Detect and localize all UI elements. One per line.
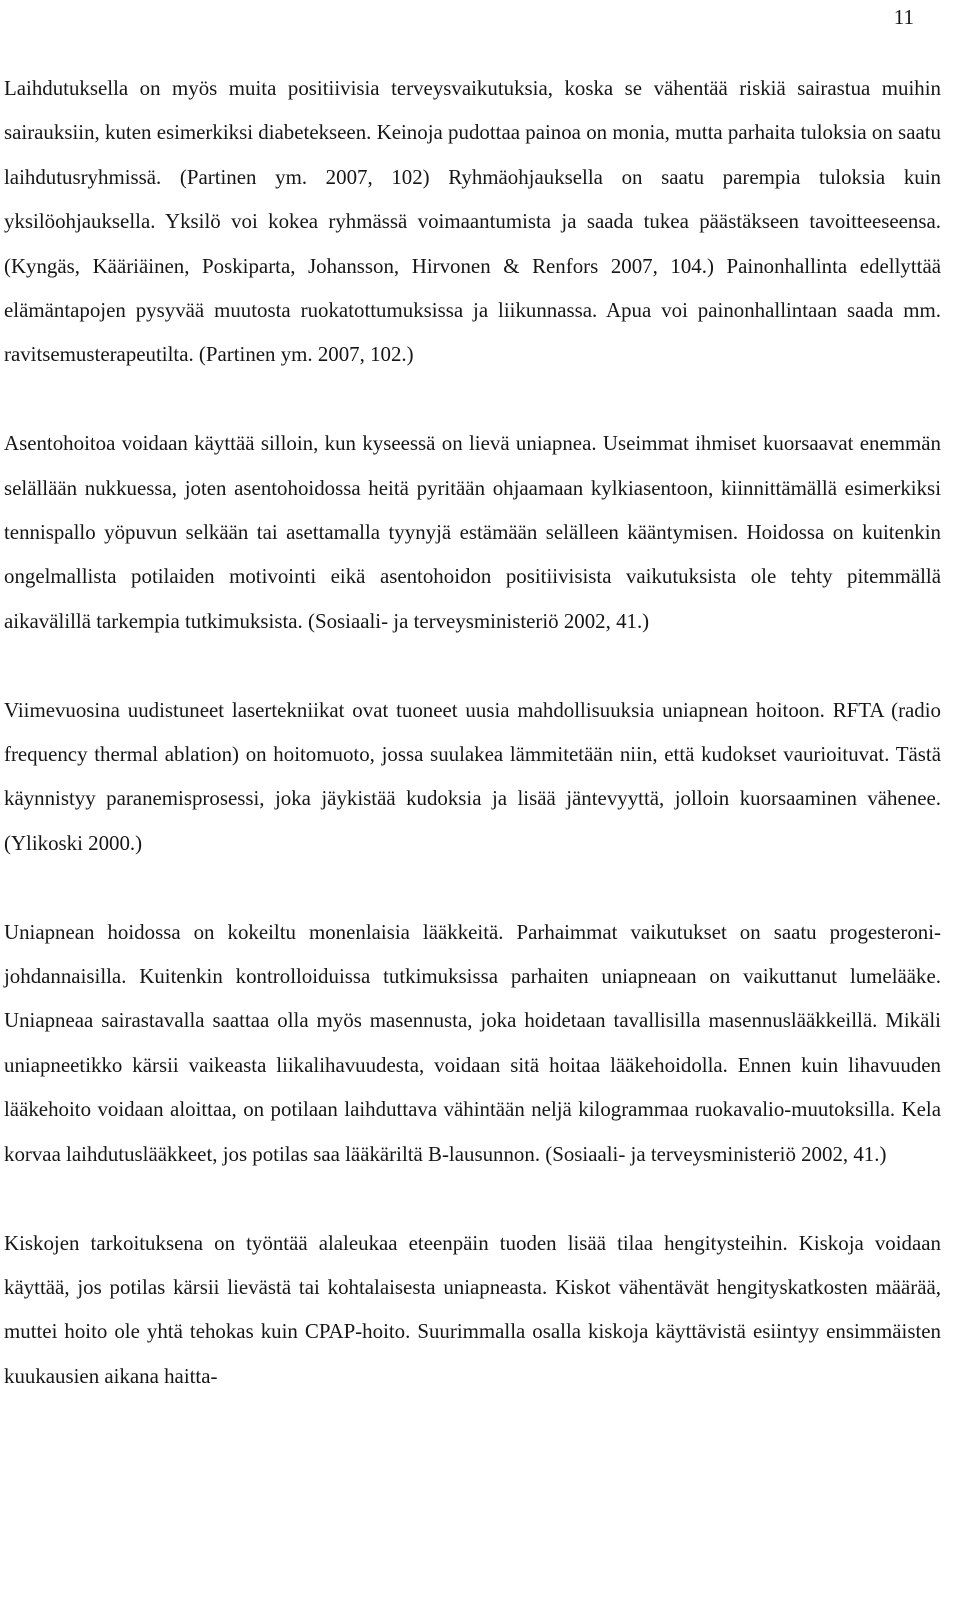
paragraph-oral-splints: Kiskojen tarkoituksena on työntää alaleukaa eteenpäin tuoden lisää tilaa hengitysteihin. Kiskoja voidaan käyttää, jos potilas kärsii lievästä tai kohtalaisesta uniapneasta. Kiskot vähentävät hengityskatkosten määrää, muttei hoito ole yhtä tehokas kuin CPAP-hoito. Suurimmalla osalla kiskoja käyttävistä esiintyy ensimmäisten kuukausien aikana haitta- xyxy=(4,1230,941,1388)
paragraph-laser-techniques: Viimevuosina uudistuneet lasertekniikat ovat tuoneet uusia mahdollisuuksia uniapnean hoitoon. RFTA (radio frequency thermal ablation) on hoitomuoto, jossa suulakea lämmitetään niin, että kudokset vaurioituvat. Tästä käynnistyy paranemisprosessi, joka jäykistää kudoksia ja lisää jäntevyyttä, jolloin kuorsaaminen vähenee. (Ylikoski 2000.) xyxy=(4,697,941,855)
page-number: 11 xyxy=(893,5,914,29)
paragraph-medication: Uniapnean hoidossa on kokeiltu monenlaisia lääkkeitä. Parhaimmat vaikutukset on saatu progesteroni-johdannaisilla. Kuitenkin kontrolloiduissa tutkimuksissa parhaiten uniapneaan on vaikuttanut lumelääke. Uniapneaa sairastavalla saattaa olla myös masennusta, joka hoidetaan tavallisilla masennuslääkkeillä. Mikäli uniapneetikko kärsii vaikeasta liikalihavuudesta, voidaan sitä hoitaa lääkehoidolla. Ennen kuin lihavuuden lääkehoito voidaan aloittaa, on potilaan laihduttava vähintään neljä kilogrammaa ruokavalio-muutoksilla. Kela korvaa laihdutuslääkkeet, jos potilas saa lääkäriltä B-lausunnon. (Sosiaali- ja terveysministeriö 2002, 41.) xyxy=(4,919,941,1166)
paragraph-positional-therapy: Asentohoitoa voidaan käyttää silloin, kun kyseessä on lievä uniapnea. Useimmat ihmiset kuorsaavat enemmän selällään nukkuessa, joten asentohoidossa heitä pyritään ohjaamaan kylkiasentoon, kiinnittämällä esimerkiksi tennispallo yöpuvun selkään tai asettamalla tyynyjä estämään selälleen kääntymisen. Hoidossa on kuitenkin ongelmallista potilaiden motivointi eikä asentohoidon positiivisista vaikutuksista ole tehty pitemmällä aikavälillä tarkempia tutkimuksista. (Sosiaali- ja terveysministeriö 2002, 41.) xyxy=(4,431,941,633)
paragraph-weight-loss: Laihdutuksella on myös muita positiivisia terveysvaikutuksia, koska se vähentää riskiä sairastua muihin sairauksiin, kuten esimerkiksi diabetekseen. Keinoja pudottaa painoa on monia, mutta parhaita tuloksia on saatu laihdutusryhmissä. (Partinen ym. 2007, 102) Ryhmäohjauksella on saatu parempia tuloksia kuin yksilöohjauksella. Yksilö voi kokea ryhmässä voimaantumista ja saada tukea päästäkseen tavoitteeseensa. (Kyngäs, Kääriäinen, Poskiparta, Johansson, Hirvonen & Renfors 2007, 104.) Painonhallinta edellyttää elämäntapojen pysyvää muutosta ruokatottumuksissa ja liikunnassa. Apua voi painonhallintaan saada mm. ravitsemusterapeutilta. (Partinen ym. 2007, 102.) xyxy=(4,76,941,367)
